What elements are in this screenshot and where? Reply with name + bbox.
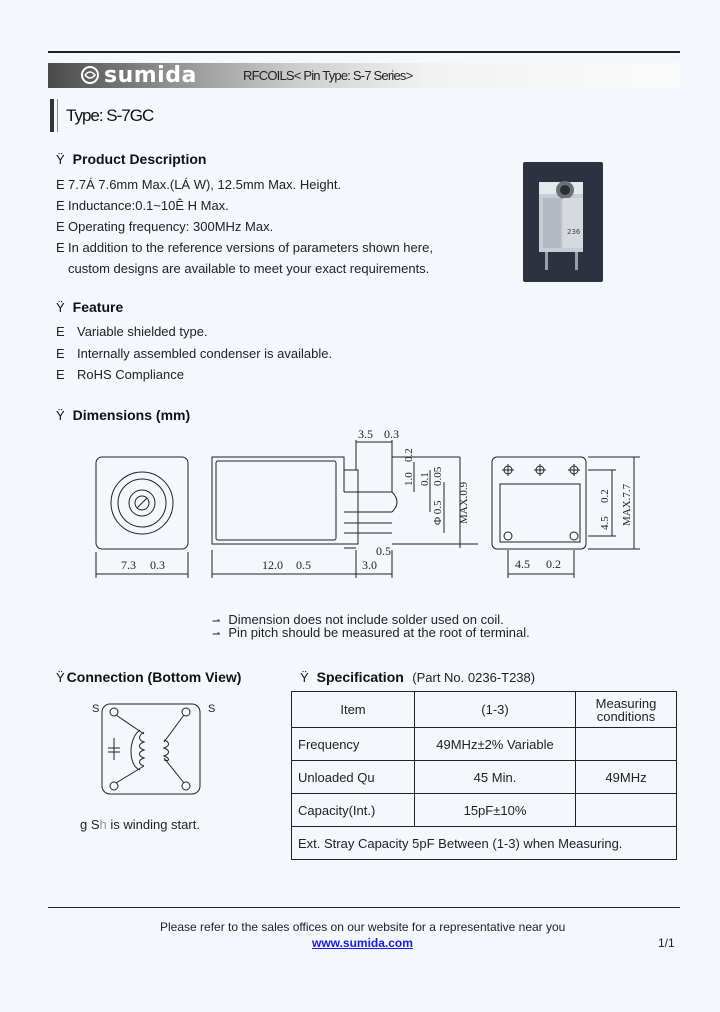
dim-pitch-x: 4.5	[515, 557, 530, 571]
product-heading-text: Product Description	[72, 151, 207, 167]
list-item: E Variable shielded type.	[56, 324, 208, 339]
dim-pitch-y-tol: 0.2	[599, 489, 611, 503]
note-arrow-icon: ⇀	[212, 616, 221, 627]
footer-text: Please refer to the sales offices on our website for a representative near you	[160, 920, 566, 934]
s-left: S	[92, 703, 100, 715]
dim-pin-offset: 0.5	[376, 544, 391, 558]
sumida-logo-icon	[80, 65, 100, 85]
dim-h1-tol: 0.2	[403, 448, 415, 462]
spec-heading	[300, 669, 535, 687]
spec-part-no: (Part No. 0236-T238)	[412, 670, 536, 685]
list-item: E RoHS Compliance	[56, 367, 184, 382]
list-item: E In addition to the reference versions of parameters shown here,	[56, 240, 433, 255]
dim-max77: MAX.7.7	[621, 483, 633, 526]
product-photo	[523, 162, 603, 282]
connection-heading-text: Connection (Bottom View)	[66, 669, 242, 685]
feature-heading	[56, 299, 123, 315]
dim-width: 7.3	[121, 558, 136, 572]
page-number: 1/1	[658, 936, 675, 950]
connection-note: g Sh is winding start.	[80, 817, 200, 832]
s-right: S	[208, 703, 216, 715]
website-link[interactable]: www.sumida.com	[312, 936, 413, 950]
col-conditions: Measuring conditions	[576, 692, 677, 728]
type-marker	[50, 99, 54, 132]
spec-heading-text: Ÿ Specification	[300, 669, 404, 685]
table-row: Frequency 49MHz±2% Variable	[292, 728, 677, 761]
bullet-icon: Ÿ	[56, 300, 65, 315]
table-row: Capacity(Int.) 15pF±10%	[292, 794, 677, 827]
type-marker-line	[57, 99, 58, 132]
bullet-icon: Ÿ	[56, 408, 65, 423]
table-footer-row: Ext. Stray Capacity 5pF Between (1-3) when Measuring.	[292, 827, 677, 860]
dim-pitch-y: 4.5	[599, 516, 611, 530]
spec-table	[291, 691, 677, 860]
col-range: (1-3)	[415, 692, 576, 728]
feature-list	[56, 321, 332, 386]
dim-dia: Φ 0.5	[432, 500, 444, 525]
logo-text: sumida	[104, 62, 197, 88]
bullet-icon: Ÿ	[56, 670, 65, 685]
dim-length-tol: 0.5	[296, 558, 311, 572]
list-item: E Operating frequency: 300MHz Max.	[56, 219, 274, 234]
dim-top-w-tol: 0.3	[384, 427, 399, 441]
dim-note-2: ⇀ Pin pitch should be measured at the root of terminal.	[212, 625, 530, 640]
connection-diagram	[88, 698, 218, 802]
type-title: Type: S-7GC	[66, 106, 154, 125]
dim-max09: MAX.0.9	[458, 481, 470, 524]
svg-text:236: 236	[567, 228, 581, 236]
series-title: RFCOILS< Pin Type: S-7 Series>	[243, 68, 413, 83]
footer-rule	[48, 907, 680, 908]
dim-length: 12.0	[262, 558, 283, 572]
bottom-view-outline	[492, 457, 586, 549]
dim-h2: 0.1	[419, 472, 431, 486]
top-rule	[48, 51, 680, 53]
dimensions-heading-text: Dimensions (mm)	[72, 407, 191, 423]
dim-h1: 1.0	[403, 472, 415, 486]
connection-heading	[56, 669, 241, 685]
table-row: Unloaded Qu 45 Min. 49MHz	[292, 761, 677, 794]
bullet-icon: Ÿ	[56, 152, 65, 167]
feature-heading-text: Feature	[72, 299, 124, 315]
note-arrow-icon: ⇀	[212, 629, 221, 640]
dim-pitch-x-tol: 0.2	[546, 557, 561, 571]
dim-top-w: 3.5	[358, 427, 373, 441]
list-item: E Inductance:0.1~10Ê H Max.	[56, 198, 229, 213]
product-list	[56, 174, 433, 279]
dim-width-tol: 0.3	[150, 558, 165, 572]
list-item: E 7.7Á 7.6mm Max.(LÁ W), 12.5mm Max. Height.	[56, 177, 342, 192]
dim-h2b: 0.05	[432, 466, 444, 486]
col-item: Item	[292, 692, 415, 728]
dimensions-drawing	[0, 420, 720, 585]
dim-note-1: ⇀ Dimension does not include solder used on coil.	[212, 612, 504, 627]
list-item: custom designs are available to meet your exact requirements.	[68, 261, 430, 276]
table-header-row	[292, 692, 677, 728]
dim-pin-len: 3.0	[362, 558, 377, 572]
product-heading	[56, 151, 206, 167]
list-item: E Internally assembled condenser is available.	[56, 345, 333, 361]
bullet-icon: Ÿ	[300, 670, 309, 685]
sumida-logo	[80, 64, 197, 86]
coil-photo-icon	[523, 162, 603, 282]
